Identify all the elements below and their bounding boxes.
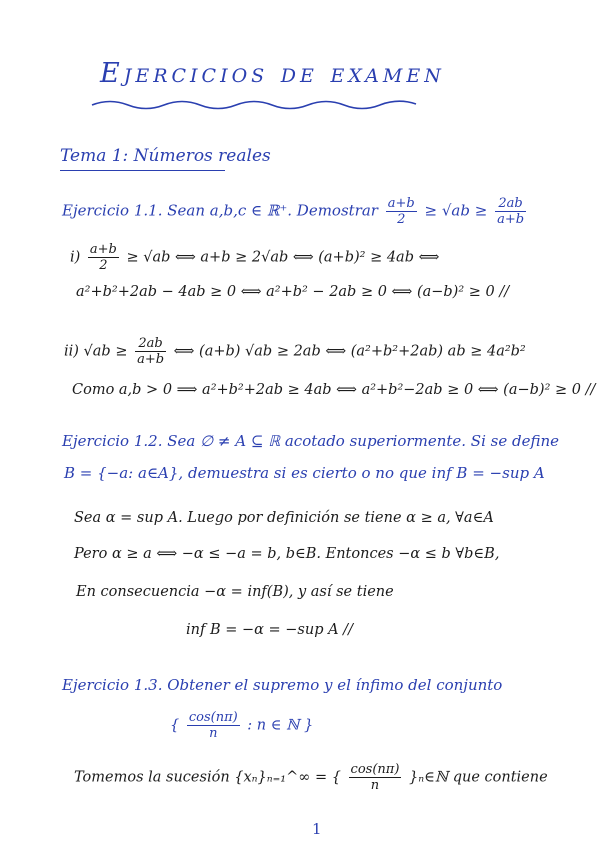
page-number: 1 <box>312 820 322 838</box>
fraction: $\frac{\cos(n\pi)}{n}$ <box>188 710 238 741</box>
proof-part-ii-line-2: Como a,b > 0 ⟹ a²+b²+2ab ≥ 4ab ⟺ a²+b²−2ab ≥ 0 ⟺ (a−b)² ≥ 0 // <box>72 382 596 398</box>
proof-part-ii-line-1: ii) √ab ≥ $\frac{2ab}{a+b}$ ⟺ (a+b) √ab ≥ 2ab ⟺ (a²+b²+2ab) ab ≥ 4a²b² <box>64 336 526 367</box>
fraction: $\frac{2ab}{a+b}$ <box>137 336 165 367</box>
exercise-1-2-statement-line-2: B = {−a: a∈A}, demuestra si es cierto o no que inf B = −sup A <box>64 464 545 482</box>
proof-part-i-line-1: i) $\frac{a+b}{2}$ ≥ √ab ⟺ a+b ≥ 2√ab ⟺ (a+b)² ≥ 4ab ⟺ <box>70 242 440 273</box>
fraction: $\frac{a+b}{2}$ <box>387 196 415 227</box>
section-underline <box>60 170 225 171</box>
fraction: $\frac{\cos(n\pi)}{n}$ <box>350 762 400 793</box>
proof-1-2-line-2: Pero α ≥ a ⟺ −α ≤ −a = b, b∈B. Entonces −α ≤ b ∀b∈B, <box>74 546 500 562</box>
exercise-1-3-sequence-line: Tomemos la sucesión {xₙ}ₙ₌₁^∞ = { $\frac{\cos(n\pi)}{n}$ }ₙ∈ℕ que contiene <box>74 762 548 793</box>
proof-1-2-conclusion: inf B = −α = −sup A // <box>186 622 353 638</box>
proof-part-i-line-2: a²+b²+2ab − 4ab ≥ 0 ⟺ a²+b² − 2ab ≥ 0 ⟺ (a−b)² ≥ 0 // <box>76 284 510 300</box>
exercise-1-1-statement: Ejercicio 1.1. Sean a,b,c ∈ ℝ⁺. Demostrar $\frac{a+b}{2}$ ≥ √ab ≥ $\frac{2ab}{a+b}$ <box>62 196 525 227</box>
exercise-1-2-statement-line-1: Ejercicio 1.2. Sea ∅ ≠ A ⊆ ℝ acotado superiormente. Si se define <box>62 432 560 450</box>
section-heading: Tema 1: Números reales <box>60 146 271 166</box>
proof-1-2-line-1: Sea α = sup A. Luego por definición se tiene α ≥ a, ∀a∈A <box>74 510 494 526</box>
title-underline-squiggle <box>90 96 430 110</box>
page-title: Ejercicios de examen <box>100 58 445 89</box>
exercise-1-3-set: { $\frac{\cos(n\pi)}{n}$ : n ∈ ℕ } <box>170 710 314 741</box>
proof-1-2-line-3: En consecuencia −α = inf(B), y así se tiene <box>76 584 394 600</box>
fraction: $\frac{a+b}{2}$ <box>89 242 117 273</box>
fraction: $\frac{2ab}{a+b}$ <box>497 196 525 227</box>
exercise-1-3-statement: Ejercicio 1.3. Obtener el supremo y el ínfimo del conjunto <box>62 676 503 694</box>
